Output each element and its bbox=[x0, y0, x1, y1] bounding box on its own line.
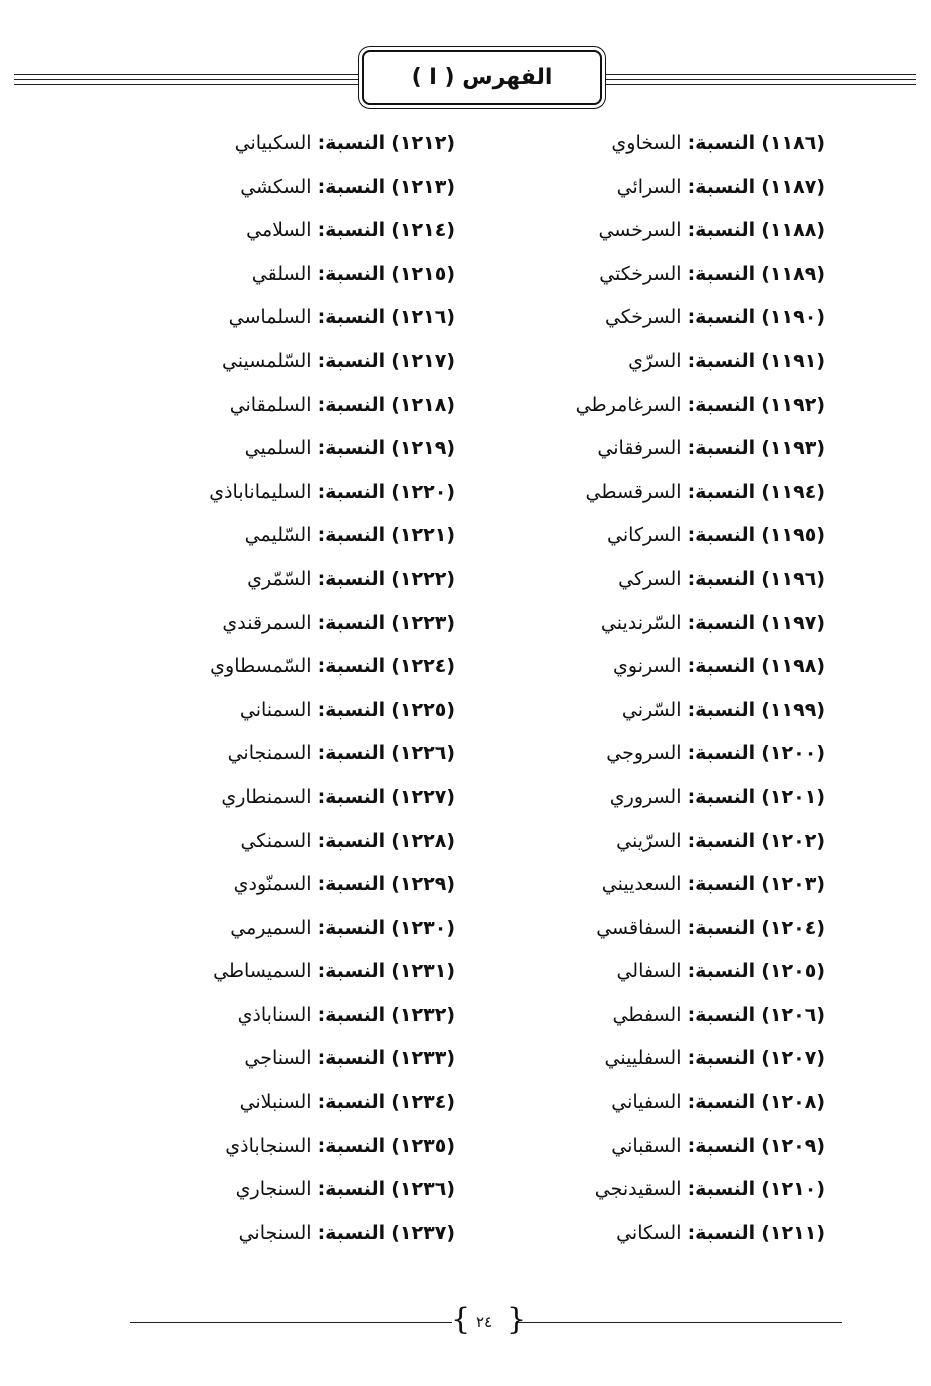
entry-value: السروري bbox=[609, 785, 682, 808]
index-entry bbox=[150, 122, 455, 166]
entry-number: (١١٨٦) bbox=[761, 132, 825, 154]
index-title: الفهرس ( ا ) bbox=[362, 50, 602, 105]
index-entry bbox=[150, 950, 455, 994]
entry-value: السكبياني bbox=[234, 132, 312, 154]
index-entry bbox=[520, 1212, 825, 1256]
entry-label: النسبة: bbox=[317, 480, 386, 503]
index-entry bbox=[150, 1081, 455, 1125]
index-entry bbox=[520, 558, 825, 602]
entry-value: السقيدنجي bbox=[594, 1178, 682, 1201]
index-entry bbox=[520, 1125, 825, 1169]
entry-label: النسبة: bbox=[317, 785, 386, 808]
entry-number: (١٢٣٦) bbox=[391, 1178, 455, 1201]
index-entry bbox=[520, 296, 825, 340]
entry-value: السّمّري bbox=[247, 567, 312, 590]
entry-label: النسبة: bbox=[687, 1003, 756, 1026]
entry-label: النسبة: bbox=[687, 1134, 756, 1157]
index-entry bbox=[150, 166, 455, 210]
entry-label: النسبة: bbox=[317, 1047, 386, 1070]
entry-number: (١٢٠٥) bbox=[761, 960, 825, 983]
header-rule-left-2 bbox=[14, 79, 362, 80]
entry-number: (١٢٢٦) bbox=[391, 742, 455, 765]
entry-label: النسبة: bbox=[687, 132, 756, 154]
entry-value: السليماناباذي bbox=[209, 480, 312, 503]
entry-number: (١٢١٨) bbox=[391, 393, 455, 416]
entry-number: (١٢١٦) bbox=[391, 306, 455, 329]
index-entry bbox=[520, 907, 825, 951]
index-entry bbox=[150, 1212, 455, 1256]
entry-label: النسبة: bbox=[687, 567, 756, 590]
entry-label: النسبة: bbox=[687, 829, 756, 852]
header-rule-right-3 bbox=[604, 84, 916, 85]
entry-value: السفاقسي bbox=[596, 916, 682, 939]
index-entry bbox=[520, 122, 825, 166]
entry-value: السكشي bbox=[240, 175, 312, 198]
index-entry bbox=[520, 471, 825, 515]
entry-value: السّرنديني bbox=[600, 611, 682, 634]
entry-value: السفلييني bbox=[604, 1047, 682, 1070]
entry-value: السركي bbox=[618, 567, 682, 590]
index-entry bbox=[150, 253, 455, 297]
entry-label: النسبة: bbox=[687, 1178, 756, 1201]
entry-number: (١٢٢٤) bbox=[391, 655, 455, 678]
index-entry bbox=[520, 602, 825, 646]
index-entry bbox=[150, 689, 455, 733]
entry-number: (١٢١٢) bbox=[391, 132, 455, 154]
entry-value: السرفقاني bbox=[597, 437, 682, 460]
entry-number: (١٢١١) bbox=[761, 1221, 825, 1244]
index-entry bbox=[520, 994, 825, 1038]
header-rule-left-3 bbox=[14, 84, 362, 85]
entry-value: السلماسي bbox=[228, 306, 312, 329]
entry-number: (١٢١٩) bbox=[391, 437, 455, 460]
entry-label: النسبة: bbox=[687, 393, 756, 416]
entry-number: (١٢٢٨) bbox=[391, 829, 455, 852]
entry-value: السمنكي bbox=[240, 829, 312, 852]
entry-label: النسبة: bbox=[687, 480, 756, 503]
right-column bbox=[520, 122, 825, 1255]
index-entry bbox=[520, 384, 825, 428]
entry-number: (١٢٣١) bbox=[391, 960, 455, 983]
entry-value: السمناني bbox=[239, 698, 312, 721]
entry-value: السرغامرطي bbox=[575, 393, 682, 416]
entry-value: السرنوي bbox=[613, 655, 682, 678]
entry-label: النسبة: bbox=[317, 175, 386, 198]
entry-value: السنجاري bbox=[235, 1178, 312, 1201]
entry-label: النسبة: bbox=[317, 1134, 386, 1157]
index-entry bbox=[150, 514, 455, 558]
entry-label: النسبة: bbox=[317, 829, 386, 852]
entry-number: (١١٩٢) bbox=[761, 393, 825, 416]
index-entry bbox=[520, 820, 825, 864]
entry-value: السمنّودي bbox=[233, 873, 312, 896]
entry-label: النسبة: bbox=[317, 655, 386, 678]
entry-label: النسبة: bbox=[687, 219, 756, 242]
entry-number: (١١٩٦) bbox=[761, 567, 825, 590]
index-entry bbox=[150, 209, 455, 253]
index-entry bbox=[520, 166, 825, 210]
entry-value: السلميي bbox=[244, 437, 312, 460]
entry-label: النسبة: bbox=[317, 1221, 386, 1244]
index-entry bbox=[150, 907, 455, 951]
entry-number: (١٢٠٦) bbox=[761, 1003, 825, 1026]
entry-value: السلمقاني bbox=[229, 393, 312, 416]
entry-label: النسبة: bbox=[317, 1003, 386, 1026]
index-entry bbox=[150, 820, 455, 864]
page-footer bbox=[0, 1303, 931, 1343]
entry-label: النسبة: bbox=[687, 349, 756, 372]
index-entry bbox=[520, 340, 825, 384]
entry-label: النسبة: bbox=[687, 916, 756, 939]
entry-number: (١٢٣٢) bbox=[391, 1003, 455, 1026]
entry-number: (١٢٠٩) bbox=[761, 1134, 825, 1157]
entry-number: (١٢٠٣) bbox=[761, 873, 825, 896]
index-entry bbox=[150, 602, 455, 646]
index-entry bbox=[520, 1081, 825, 1125]
entry-number: (١٢٢١) bbox=[391, 524, 455, 547]
entry-number: (١١٨٩) bbox=[761, 262, 825, 285]
entry-number: (١١٩٤) bbox=[761, 480, 825, 503]
entry-label: النسبة: bbox=[317, 1178, 386, 1201]
entry-value: السّلمسيني bbox=[221, 349, 312, 372]
index-entry bbox=[150, 776, 455, 820]
entry-label: النسبة: bbox=[687, 175, 756, 198]
entry-value: السلامي bbox=[246, 219, 312, 242]
entry-number: (١٢٠١) bbox=[761, 785, 825, 808]
entry-value: السروجي bbox=[606, 742, 682, 765]
entry-number: (١٢٣٧) bbox=[391, 1221, 455, 1244]
entry-value: السرائي bbox=[616, 175, 682, 198]
entry-value: السفطي bbox=[612, 1003, 682, 1026]
entry-label: النسبة: bbox=[317, 916, 386, 939]
entry-label: النسبة: bbox=[687, 1047, 756, 1070]
entry-label: النسبة: bbox=[317, 567, 386, 590]
entry-value: السرّي bbox=[628, 349, 682, 372]
entry-label: النسبة: bbox=[317, 698, 386, 721]
index-entry bbox=[520, 732, 825, 776]
entry-value: السعدييني bbox=[601, 873, 682, 896]
entry-number: (١١٩٠) bbox=[761, 306, 825, 329]
entry-value: السرقسطي bbox=[585, 480, 682, 503]
index-entry bbox=[150, 384, 455, 428]
entry-number: (١١٩٣) bbox=[761, 437, 825, 460]
header-rule-right bbox=[604, 74, 916, 75]
entry-value: السميساطي bbox=[213, 960, 312, 983]
left-column bbox=[150, 122, 455, 1255]
entry-number: (١١٩٨) bbox=[761, 655, 825, 678]
entry-number: (١٢٢٠) bbox=[391, 480, 455, 503]
entry-label: النسبة: bbox=[687, 873, 756, 896]
index-entry bbox=[520, 1168, 825, 1212]
footer-rule-left bbox=[130, 1322, 452, 1323]
entry-label: النسبة: bbox=[317, 611, 386, 634]
entry-value: السنبلاني bbox=[239, 1091, 312, 1114]
index-entry bbox=[150, 732, 455, 776]
entry-label: النسبة: bbox=[317, 1091, 386, 1114]
entry-label: النسبة: bbox=[687, 698, 756, 721]
entry-label: النسبة: bbox=[317, 262, 386, 285]
entry-number: (١٢٢٢) bbox=[391, 567, 455, 590]
entry-number: (١٢٢٣) bbox=[391, 611, 455, 634]
entry-label: النسبة: bbox=[317, 742, 386, 765]
entry-value: السرخسي bbox=[598, 219, 682, 242]
entry-label: النسبة: bbox=[317, 219, 386, 242]
entry-label: النسبة: bbox=[317, 437, 386, 460]
entry-number: (١٢١٣) bbox=[391, 175, 455, 198]
entry-label: النسبة: bbox=[317, 306, 386, 329]
index-entry bbox=[520, 514, 825, 558]
entry-value: السفالي bbox=[616, 960, 682, 983]
entry-value: السرّيني bbox=[616, 829, 682, 852]
index-entry bbox=[150, 340, 455, 384]
entry-value: السناباذي bbox=[237, 1003, 312, 1026]
entry-value: السخاوي bbox=[611, 132, 682, 154]
entry-number: (١٢٠٤) bbox=[761, 916, 825, 939]
entry-label: النسبة: bbox=[687, 742, 756, 765]
entry-number: (١١٩٩) bbox=[761, 698, 825, 721]
page-header bbox=[0, 50, 931, 110]
entry-value: السناجي bbox=[244, 1047, 312, 1070]
entry-value: السمنجاني bbox=[227, 742, 312, 765]
entry-label: النسبة: bbox=[317, 393, 386, 416]
entry-number: (١٢١٠) bbox=[761, 1178, 825, 1201]
entry-value: السنجاني bbox=[238, 1221, 312, 1244]
entry-number: (١٢٠٠) bbox=[761, 742, 825, 765]
entry-label: النسبة: bbox=[317, 960, 386, 983]
left-brace-icon: { bbox=[451, 1302, 471, 1337]
entry-value: السنجاباذي bbox=[225, 1134, 312, 1157]
entry-number: (١١٨٨) bbox=[761, 219, 825, 242]
entry-value: السّمسطاوي bbox=[210, 655, 312, 678]
entry-number: (١٢٣٣) bbox=[391, 1047, 455, 1070]
entry-label: النسبة: bbox=[317, 132, 386, 154]
index-entry bbox=[520, 645, 825, 689]
entry-value: السلقي bbox=[251, 262, 312, 285]
entry-number: (١٢٣٥) bbox=[391, 1134, 455, 1157]
entry-number: (١٢٣٤) bbox=[391, 1091, 455, 1114]
entry-label: النسبة: bbox=[687, 611, 756, 634]
entry-number: (١٢٠٢) bbox=[761, 829, 825, 852]
index-entry bbox=[520, 863, 825, 907]
entry-label: النسبة: bbox=[317, 524, 386, 547]
index-entry bbox=[520, 427, 825, 471]
entry-number: (١٢١٧) bbox=[391, 349, 455, 372]
entry-value: السرخكي bbox=[604, 306, 682, 329]
entry-label: النسبة: bbox=[687, 960, 756, 983]
entry-label: النسبة: bbox=[687, 1091, 756, 1114]
entry-value: السّرني bbox=[621, 698, 682, 721]
entry-number: (١٢٢٩) bbox=[391, 873, 455, 896]
index-entry bbox=[520, 209, 825, 253]
page-number: ٢٤ bbox=[475, 1313, 493, 1331]
entry-value: السّليمي bbox=[244, 524, 312, 547]
entry-value: السميرمي bbox=[230, 916, 312, 939]
entry-number: (١١٨٧) bbox=[761, 175, 825, 198]
entry-label: النسبة: bbox=[687, 524, 756, 547]
entry-number: (١١٩٧) bbox=[761, 611, 825, 634]
index-entry bbox=[520, 689, 825, 733]
entry-label: النسبة: bbox=[687, 785, 756, 808]
index-entry bbox=[150, 645, 455, 689]
index-entry bbox=[150, 1125, 455, 1169]
footer-rule-right bbox=[517, 1322, 842, 1323]
index-entry bbox=[150, 994, 455, 1038]
entry-number: (١٢٠٨) bbox=[761, 1091, 825, 1114]
index-entry bbox=[150, 1168, 455, 1212]
entry-number: (١٢٣٠) bbox=[391, 916, 455, 939]
entry-label: النسبة: bbox=[687, 655, 756, 678]
entry-value: السمرقندي bbox=[222, 611, 312, 634]
entry-label: النسبة: bbox=[317, 349, 386, 372]
index-entry bbox=[150, 1037, 455, 1081]
entry-number: (١٢٢٥) bbox=[391, 698, 455, 721]
index-entry bbox=[150, 558, 455, 602]
entry-number: (١٢٠٧) bbox=[761, 1047, 825, 1070]
header-rule-right-2 bbox=[604, 79, 916, 80]
entry-value: السقباني bbox=[611, 1134, 682, 1157]
entry-value: السفياني bbox=[611, 1091, 682, 1114]
entry-value: السركاني bbox=[607, 524, 682, 547]
index-entry bbox=[520, 253, 825, 297]
entry-number: (١٢١٤) bbox=[391, 219, 455, 242]
entry-number: (١١٩١) bbox=[761, 349, 825, 372]
entry-label: النسبة: bbox=[317, 873, 386, 896]
index-entry bbox=[520, 950, 825, 994]
entry-label: النسبة: bbox=[687, 1221, 756, 1244]
entry-number: (١٢٢٧) bbox=[391, 785, 455, 808]
header-rule-left bbox=[14, 74, 362, 75]
index-entry bbox=[520, 1037, 825, 1081]
entry-number: (١٢١٥) bbox=[391, 262, 455, 285]
entry-number: (١١٩٥) bbox=[761, 524, 825, 547]
entry-label: النسبة: bbox=[687, 306, 756, 329]
index-entry bbox=[150, 427, 455, 471]
entry-value: السكاني bbox=[616, 1221, 682, 1244]
entry-value: السمنطاري bbox=[221, 785, 312, 808]
index-entry bbox=[520, 776, 825, 820]
entry-label: النسبة: bbox=[687, 437, 756, 460]
entry-value: السرخكتي bbox=[599, 262, 682, 285]
right-brace-icon: } bbox=[507, 1302, 527, 1337]
index-entry bbox=[150, 471, 455, 515]
index-entry bbox=[150, 296, 455, 340]
entry-label: النسبة: bbox=[687, 262, 756, 285]
index-entry bbox=[150, 863, 455, 907]
